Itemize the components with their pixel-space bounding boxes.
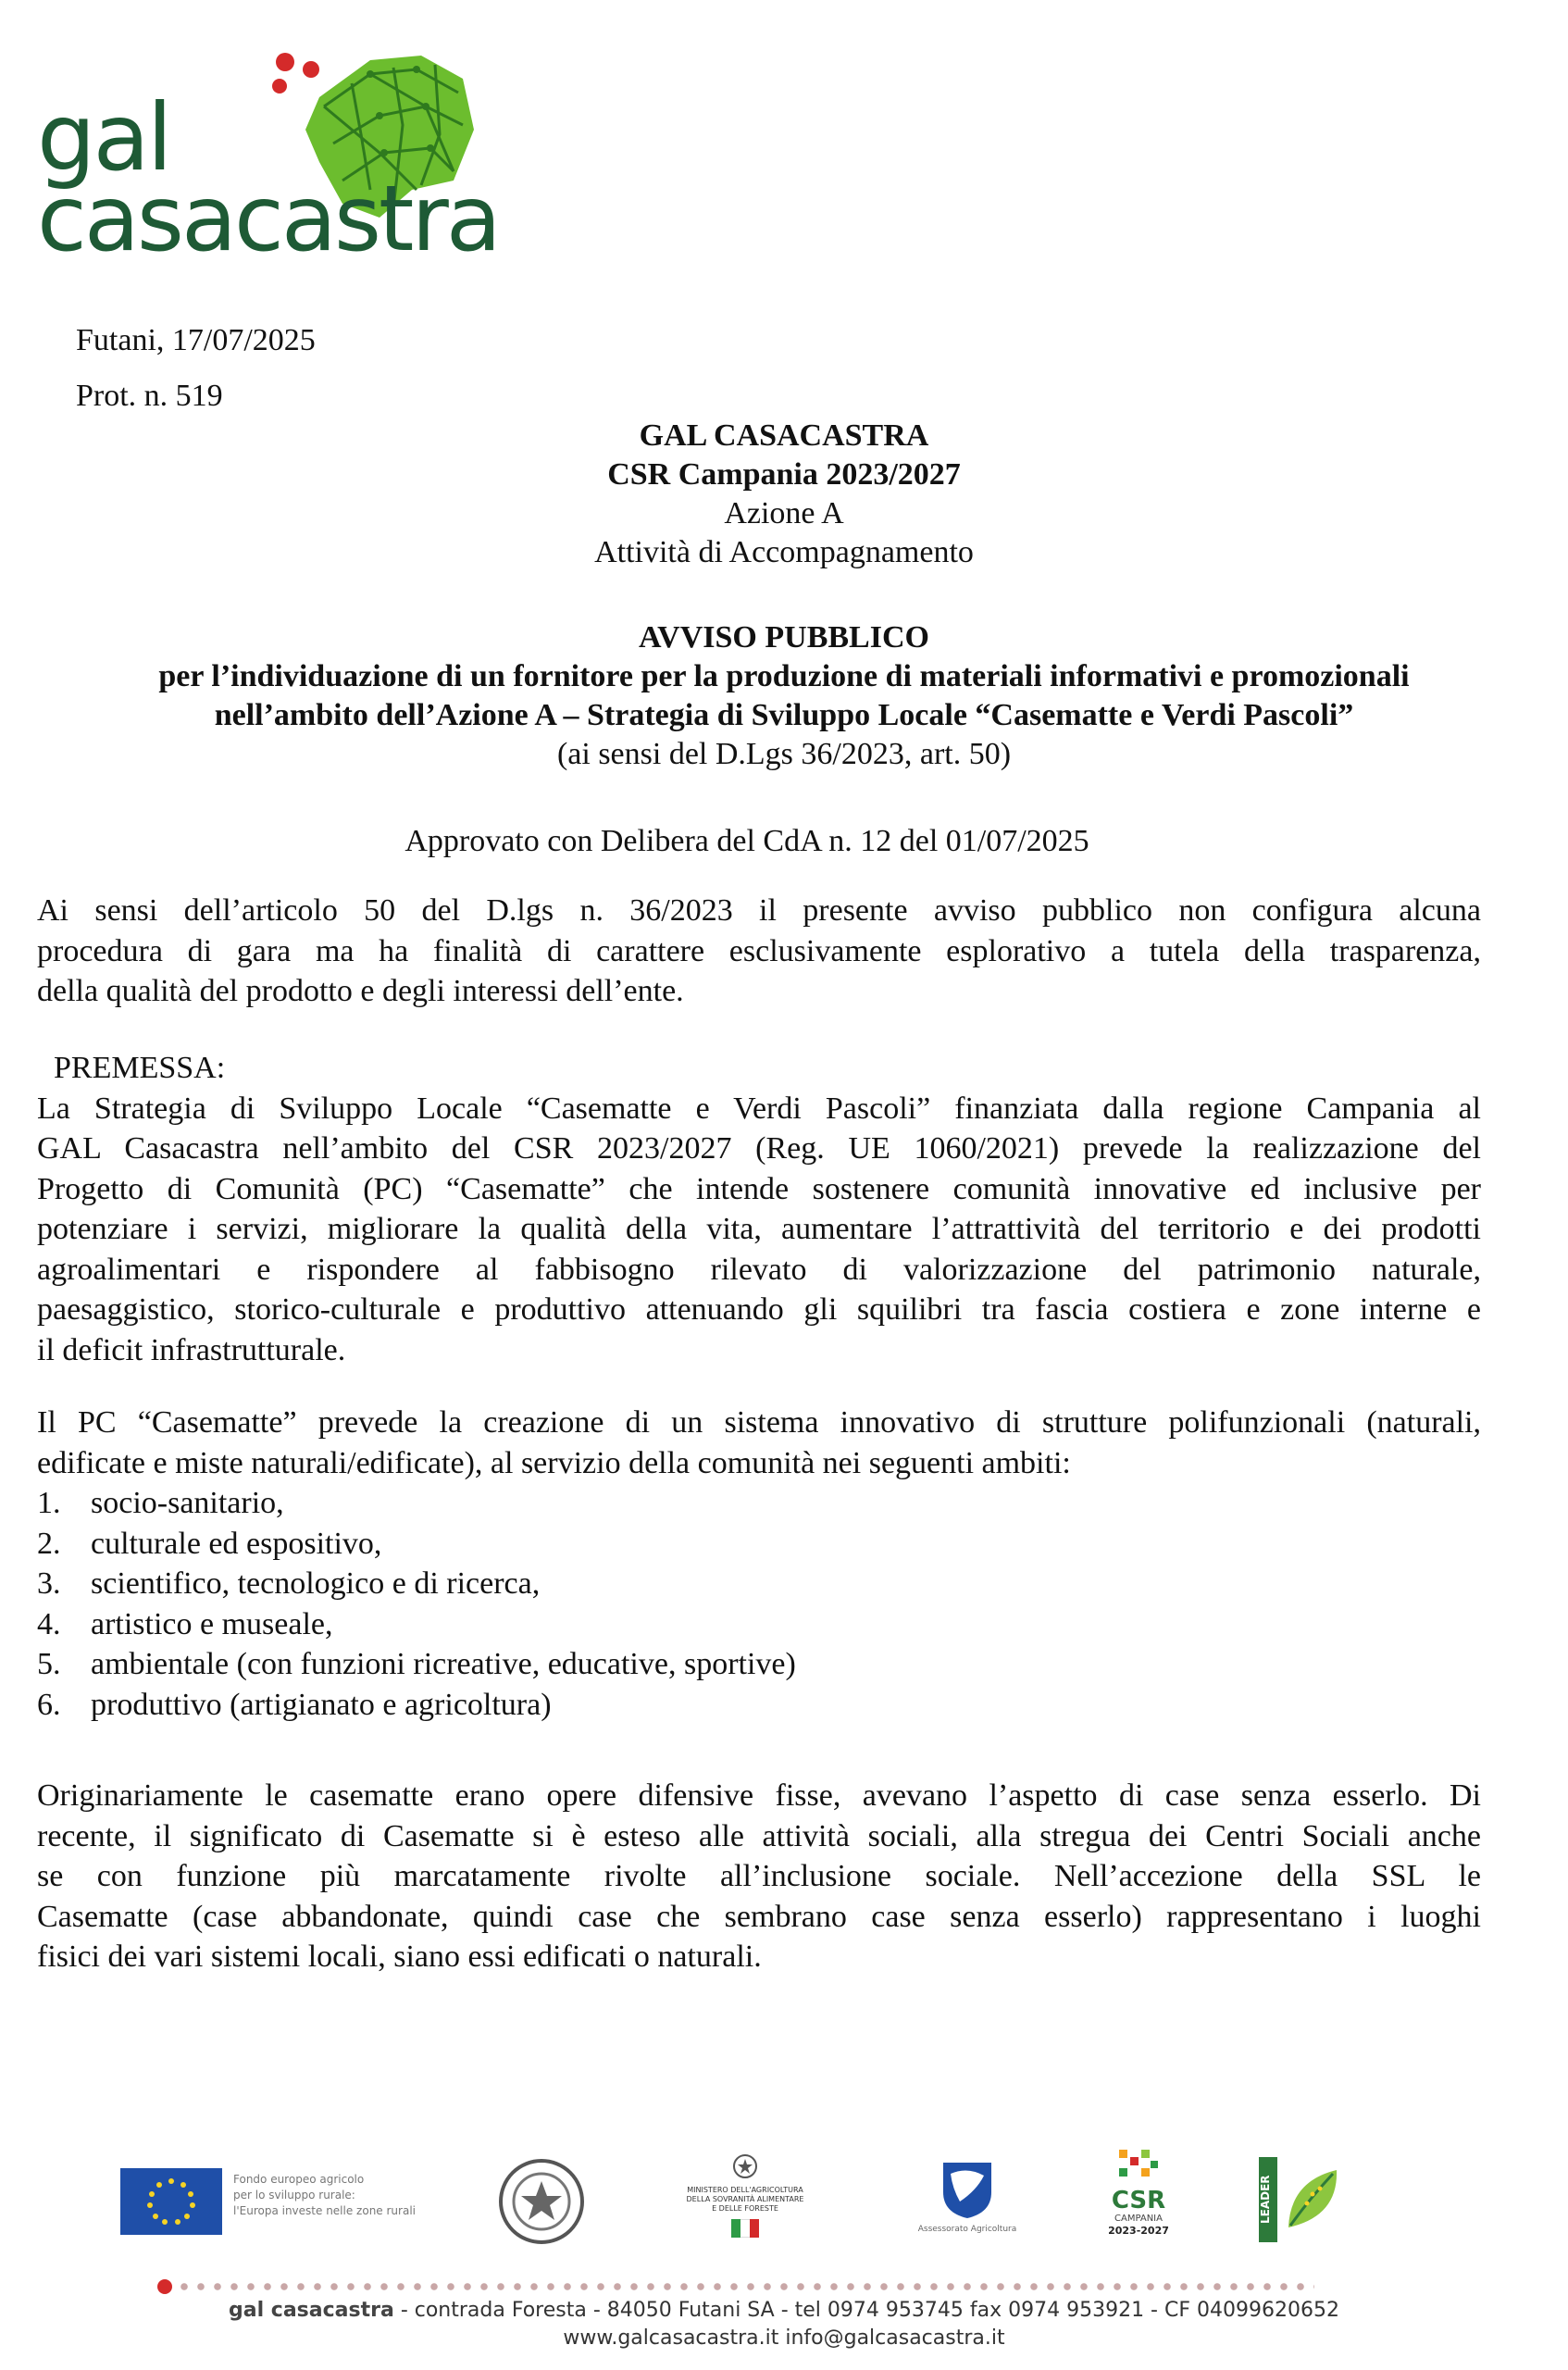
notice-block — [0, 618, 1568, 774]
casematte-line: Casematte (case abbandonate, quindi case che sembrano case senza esserlo) rappresentano i luoghi — [37, 1899, 1481, 1934]
csr-pixel-icon — [1115, 2148, 1162, 2185]
footer-dotted-divider — [176, 2282, 1314, 2291]
intro-line: procedura di gara ma ha finalità di carattere esclusivamente esplorativo a tutela della trasparenza, — [37, 933, 1481, 968]
premessa-line: agroalimentari e rispondere al fabbisogno rilevato di valorizzazione del patrimonio naturale, — [37, 1252, 1481, 1287]
list-item: 6. produttivo (artigianato e agricoltura) — [37, 1687, 552, 1722]
protocol-number: Prot. n. 519 — [76, 379, 223, 413]
csr-years: 2023-2027 — [1108, 2225, 1169, 2237]
notice-subject-line-2: nell’ambito dell’Azione A – Strategia di Sviluppo Locale “Casematte e Verdi Pascoli” — [214, 698, 1354, 732]
leader-text: LEADER — [1259, 2157, 1277, 2242]
csr-title: CSR — [1111, 2187, 1166, 2214]
gal-casacastra-logo — [37, 42, 499, 282]
premessa-line: La Strategia di Sviluppo Locale “Casematte e Verdi Pascoli” finanziata dalla regione Campania al — [37, 1091, 1481, 1126]
regione-campania-logo — [907, 2159, 1027, 2252]
footer-divider-dot — [157, 2279, 172, 2294]
premessa-line: paesaggistico, storico-culturale e produttivo attenuando gli squilibri tra fascia costiera e zone interne e — [37, 1292, 1481, 1327]
footer-address-text: - contrada Foresta - 84050 Futani SA - tel 0974 953745 fax 0974 953921 - CF 04099620652 — [393, 2299, 1339, 2322]
action-name: Azione A — [724, 496, 844, 530]
intro-line: della qualità del prodotto e degli interessi dell’ente. — [37, 974, 684, 1008]
premessa-section — [37, 1048, 1481, 1370]
eu-text-line: l'Europa investe nelle zone rurali — [233, 2204, 416, 2217]
list-item: 3. scientifico, tecnologico e di ricerca, — [37, 1566, 541, 1601]
ambiti-list — [37, 1483, 796, 1725]
region-text: Assessorato Agricoltura — [917, 2225, 1017, 2234]
ministry-text-line: E DELLE FORESTE — [712, 2204, 778, 2213]
csr-sub: CAMPANIA — [1114, 2214, 1163, 2224]
italian-republic-emblem-icon — [495, 2155, 588, 2248]
notice-subject-line-1: per l’individuazione di un fornitore per la produzione di materiali informativi e promozionali — [158, 659, 1410, 693]
pc-paragraph — [37, 1403, 1481, 1483]
casematte-line: se con funzione più marcatamente rivolte all’inclusione sociale. Nell’accezione della SSL le — [37, 1859, 1481, 1893]
premessa-line: il deficit infrastrutturale. — [37, 1332, 346, 1367]
list-item: 5. ambientale (con funzioni ricreative, educative, sportive) — [37, 1647, 796, 1681]
eu-flag-icon — [120, 2168, 222, 2235]
approval-text: Approvato con Delibera del CdA n. 12 del 01/07/2025 — [404, 824, 1089, 858]
casematte-line: Originariamente le casematte erano opere difensive fisse, avevano l’aspetto di case senza esserlo. Di — [37, 1778, 1481, 1813]
eu-text-line: per lo sviluppo rurale: — [233, 2189, 355, 2202]
ministry-text-line: MINISTERO DELL'AGRICOLTURA — [687, 2186, 803, 2194]
ministry-emblem-icon — [731, 2148, 759, 2183]
logo-wordmark — [37, 83, 499, 272]
notice-legal-basis: (ai sensi del D.Lgs 36/2023, art. 50) — [556, 737, 1012, 771]
list-item: 4. artistico e museale, — [37, 1606, 333, 1641]
eu-feasr-logo — [120, 2168, 426, 2242]
pc-line: Il PC “Casematte” prevede la creazione di un sistema innovativo di strutture polifunzionali (naturali, — [37, 1405, 1481, 1440]
premessa-line: GAL Casacastra nell’ambito del CSR 2023/2027 (Reg. UE 1060/2021) prevede la realizzazione del — [37, 1131, 1481, 1166]
ministry-text-line: DELLA SOVRANITÀ ALIMENTARE — [686, 2195, 804, 2203]
program-name: CSR Campania 2023/2027 — [607, 457, 961, 492]
casematte-line: fisici dei vari sistemi locali, siano essi edificati o naturali. — [37, 1940, 762, 1974]
approval-line — [0, 822, 1531, 861]
footer-brand: gal casacastra — [229, 2299, 394, 2322]
footer-logos — [111, 2148, 1370, 2259]
campania-shield-icon — [940, 2159, 995, 2220]
casematte-line: recente, il significato di Casematte si è esteso alle attività sociali, alla stregua dei Centri Sociali anche — [37, 1818, 1481, 1853]
premessa-heading: PREMESSA: — [54, 1051, 226, 1085]
ministry-logo — [676, 2148, 815, 2254]
pc-line: edificate e miste naturali/edificate), al servizio della comunità nei seguenti ambiti: — [37, 1445, 1071, 1480]
intro-paragraph — [37, 891, 1481, 1012]
footer-contacts: www.galcasacastra.it info@galcasacastra.it — [563, 2326, 1005, 2350]
place-date: Futani, 17/07/2025 — [76, 323, 316, 357]
intro-line: Ai sensi dell’articolo 50 del D.lgs n. 36/2023 il presente avviso pubblico non configura alcuna — [37, 893, 1481, 928]
premessa-line: potenziare i servizi, migliorare la qualità della vita, aumentare l’attrattività del territorio e dei prodotti — [37, 1212, 1481, 1246]
footer-address — [0, 2298, 1568, 2324]
eu-text-line: Fondo europeo agricolo — [233, 2173, 365, 2186]
notice-title: AVVISO PUBBLICO — [639, 620, 929, 655]
casematte-paragraph — [37, 1776, 1481, 1977]
leader-leaf-icon — [1281, 2163, 1346, 2237]
list-item: 1. socio-sanitario, — [37, 1486, 284, 1520]
logo-line-gal: gal — [37, 83, 170, 192]
leader-logo — [1259, 2157, 1351, 2246]
italian-flag-icon — [731, 2219, 759, 2238]
org-name: GAL CASACASTRA — [639, 418, 929, 453]
logo-line-casacastra: casacastra — [37, 167, 499, 272]
list-item: 2. culturale ed espositivo, — [37, 1526, 382, 1561]
premessa-line: Progetto di Comunità (PC) “Casematte” che intende sostenere comunità innovative ed inclusive per — [37, 1171, 1481, 1206]
csr-campania-logo — [1092, 2148, 1185, 2257]
activity-name: Attività di Accompagnamento — [594, 535, 974, 569]
title-block — [0, 417, 1568, 572]
